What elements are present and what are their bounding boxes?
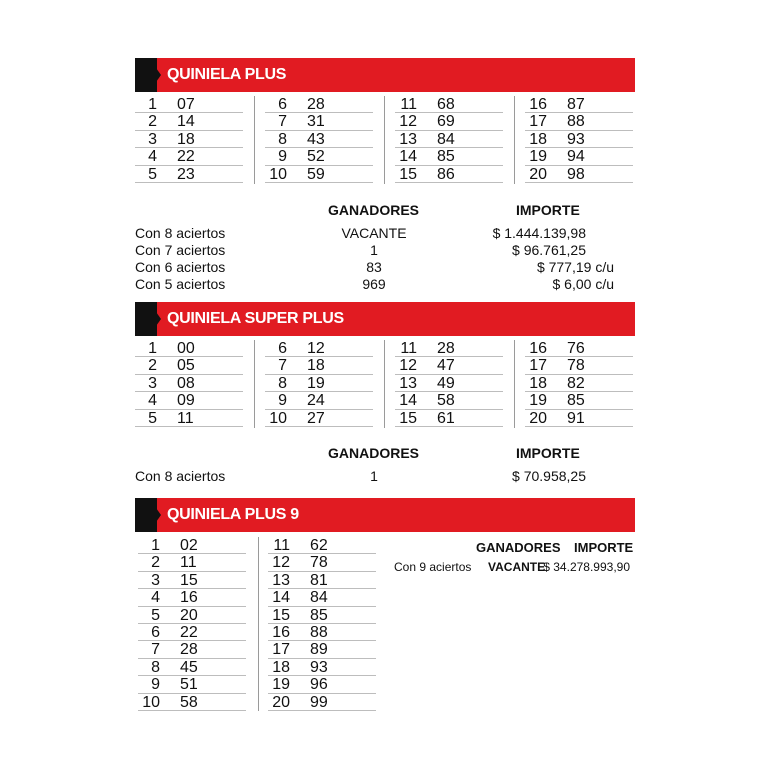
- numbers-column: [268, 537, 376, 711]
- number: 47: [437, 357, 455, 375]
- prize-winners: 83: [366, 259, 382, 275]
- number: 51: [180, 676, 198, 694]
- prize-label: Con 8 aciertos: [135, 468, 226, 484]
- number-row: [525, 375, 633, 392]
- number: 61: [437, 409, 455, 427]
- position: 5: [148, 165, 157, 183]
- number-row: [265, 410, 373, 427]
- position: 11: [400, 340, 417, 357]
- number-row: [138, 694, 246, 711]
- number-row: [395, 375, 503, 392]
- prize-label: Con 8 aciertos: [135, 225, 226, 241]
- number-row: [138, 572, 246, 589]
- number: 98: [567, 165, 585, 183]
- numbers-column: [135, 96, 243, 183]
- number-row: [138, 641, 246, 658]
- numbers-column: [265, 340, 373, 427]
- number-row: [268, 624, 376, 641]
- position: 12: [272, 554, 290, 572]
- numbers-column: [265, 96, 373, 183]
- number: 28: [437, 340, 455, 357]
- number-row: [265, 340, 373, 357]
- position: 20: [529, 409, 547, 427]
- chevron-right-icon: [149, 302, 161, 336]
- numbers-column: [138, 537, 246, 711]
- position: 9: [278, 148, 287, 166]
- position: 17: [272, 641, 290, 659]
- numbers-column: [395, 96, 503, 183]
- number-row: [135, 340, 243, 357]
- prize-winners: 969: [362, 276, 386, 292]
- position: 20: [272, 693, 290, 711]
- number: 87: [567, 96, 585, 113]
- position: 19: [529, 392, 547, 410]
- number-row: [395, 410, 503, 427]
- position: 11: [273, 537, 290, 554]
- amount-header: IMPORTE: [574, 540, 634, 555]
- column-divider: [514, 340, 515, 428]
- position: 17: [529, 113, 547, 131]
- position: 4: [148, 148, 157, 166]
- number: 88: [567, 113, 585, 131]
- number: 93: [567, 130, 585, 148]
- number: 14: [177, 113, 195, 131]
- number: 19: [307, 374, 325, 392]
- number-row: [268, 607, 376, 624]
- number-row: [265, 96, 373, 113]
- number: 85: [567, 392, 585, 410]
- position: 8: [278, 130, 287, 148]
- column-divider: [514, 96, 515, 184]
- prize-winners: 1: [370, 242, 378, 258]
- position: 12: [399, 113, 417, 131]
- number: 59: [307, 165, 325, 183]
- chevron-right-icon: [149, 498, 161, 532]
- number-row: [265, 375, 373, 392]
- number-row: [135, 375, 243, 392]
- number: 24: [307, 392, 325, 410]
- position: 4: [148, 392, 157, 410]
- prize-winners: VACANTE: [488, 560, 546, 574]
- number: 15: [180, 571, 198, 589]
- column-divider: [254, 96, 255, 184]
- position: 3: [148, 374, 157, 392]
- position: 2: [151, 554, 160, 572]
- position: 17: [529, 357, 547, 375]
- number: 49: [437, 374, 455, 392]
- number: 28: [307, 96, 325, 113]
- position: 7: [151, 641, 160, 659]
- number-row: [268, 572, 376, 589]
- number-row: [138, 624, 246, 641]
- number-row: [138, 607, 246, 624]
- number-row: [138, 537, 246, 554]
- position: 5: [151, 606, 160, 624]
- winners-header: GANADORES: [328, 202, 420, 218]
- number-row: [525, 410, 633, 427]
- position: 5: [148, 409, 157, 427]
- number: 07: [177, 96, 195, 113]
- number-row: [135, 113, 243, 130]
- number-row: [135, 392, 243, 409]
- number-row: [268, 694, 376, 711]
- number: 86: [437, 165, 455, 183]
- number: 05: [177, 357, 195, 375]
- number: 28: [180, 641, 198, 659]
- numbers-column: [525, 340, 633, 427]
- number-row: [395, 392, 503, 409]
- position: 10: [142, 693, 160, 711]
- position: 6: [278, 96, 287, 113]
- prize-label: Con 6 aciertos: [135, 259, 226, 275]
- number-row: [268, 676, 376, 693]
- position: 19: [272, 676, 290, 694]
- position: 4: [151, 589, 160, 607]
- position: 18: [529, 130, 547, 148]
- number-row: [268, 554, 376, 571]
- number-row: [138, 659, 246, 676]
- number: 89: [310, 641, 328, 659]
- position: 20: [529, 165, 547, 183]
- chevron-right-icon: [149, 58, 161, 92]
- number: 76: [567, 340, 585, 357]
- position: 10: [269, 165, 287, 183]
- number: 31: [307, 113, 325, 131]
- number-row: [395, 166, 503, 183]
- number-row: [135, 131, 243, 148]
- number-row: [265, 148, 373, 165]
- position: 7: [278, 113, 287, 131]
- number-row: [395, 113, 503, 130]
- number: 85: [437, 148, 455, 166]
- number: 91: [567, 409, 585, 427]
- number: 09: [177, 392, 195, 410]
- number: 27: [307, 409, 325, 427]
- number-row: [265, 131, 373, 148]
- number: 12: [307, 340, 325, 357]
- number-row: [525, 96, 633, 113]
- quiniela-plus-banner: [135, 58, 635, 92]
- number: 58: [437, 392, 455, 410]
- number: 11: [180, 554, 197, 572]
- number: 82: [567, 374, 585, 392]
- prize-label: Con 9 aciertos: [394, 560, 472, 574]
- position: 9: [151, 676, 160, 694]
- section-title: QUINIELA PLUS: [167, 66, 287, 83]
- position: 13: [399, 374, 417, 392]
- number-row: [525, 113, 633, 130]
- position: 18: [272, 658, 290, 676]
- number: 20: [180, 606, 198, 624]
- winners-header: GANADORES: [328, 445, 420, 461]
- number-row: [525, 357, 633, 374]
- number: 88: [310, 623, 328, 641]
- number-row: [265, 392, 373, 409]
- number-row: [268, 641, 376, 658]
- number-row: [135, 96, 243, 113]
- number: 08: [177, 374, 195, 392]
- number: 52: [307, 148, 325, 166]
- number-row: [525, 166, 633, 183]
- number: 16: [180, 589, 198, 607]
- number-row: [395, 131, 503, 148]
- position: 10: [269, 409, 287, 427]
- position: 2: [148, 113, 157, 131]
- position: 8: [278, 374, 287, 392]
- position: 3: [148, 130, 157, 148]
- position: 16: [272, 623, 290, 641]
- number-row: [525, 340, 633, 357]
- quiniela-super-plus-banner: [135, 302, 635, 336]
- number: 99: [310, 693, 328, 711]
- number: 93: [310, 658, 328, 676]
- number: 18: [307, 357, 325, 375]
- winners-header: GANADORES: [476, 540, 561, 555]
- number: 18: [177, 130, 195, 148]
- number: 78: [567, 357, 585, 375]
- number-row: [268, 537, 376, 554]
- prize-winners: VACANTE: [341, 225, 407, 241]
- number: 11: [177, 409, 194, 427]
- number-row: [268, 659, 376, 676]
- position: 12: [399, 357, 417, 375]
- column-divider: [254, 340, 255, 428]
- number-row: [135, 357, 243, 374]
- number-row: [135, 410, 243, 427]
- section-title: QUINIELA PLUS 9: [167, 506, 299, 523]
- number-row: [265, 357, 373, 374]
- number-row: [525, 131, 633, 148]
- prize-amount: $ 1.444.139,98: [492, 225, 586, 241]
- position: 14: [399, 148, 417, 166]
- column-divider: [258, 537, 259, 711]
- number: 94: [567, 148, 585, 166]
- prize-amount: $ 777,19 c/u: [536, 259, 614, 275]
- number: 68: [437, 96, 455, 113]
- number-row: [138, 554, 246, 571]
- number-row: [395, 96, 503, 113]
- number: 22: [180, 623, 198, 641]
- number-row: [395, 357, 503, 374]
- prize-winners: 1: [370, 468, 378, 484]
- number-row: [135, 148, 243, 165]
- prize-amount: $ 34.278.993,90: [543, 560, 630, 574]
- position: 14: [272, 589, 290, 607]
- number-row: [138, 676, 246, 693]
- position: 16: [529, 340, 547, 357]
- number-row: [135, 166, 243, 183]
- position: 13: [272, 571, 290, 589]
- number: 81: [310, 571, 328, 589]
- position: 19: [529, 148, 547, 166]
- position: 6: [151, 623, 160, 641]
- numbers-column: [135, 340, 243, 427]
- number: 58: [180, 693, 198, 711]
- quiniela-plus-9-banner: [135, 498, 635, 532]
- number: 22: [177, 148, 195, 166]
- prize-amount: $ 6,00 c/u: [552, 276, 614, 292]
- amount-header: IMPORTE: [516, 202, 580, 218]
- position: 1: [148, 340, 157, 357]
- number: 43: [307, 130, 325, 148]
- position: 3: [151, 571, 160, 589]
- position: 1: [151, 537, 160, 554]
- number: 02: [180, 537, 198, 554]
- number-row: [138, 589, 246, 606]
- number: 96: [310, 676, 328, 694]
- numbers-column: [395, 340, 503, 427]
- number-row: [525, 148, 633, 165]
- position: 16: [529, 96, 547, 113]
- prize-label: Con 5 aciertos: [135, 276, 226, 292]
- position: 2: [148, 357, 157, 375]
- prize-amount: $ 96.761,25: [512, 242, 586, 258]
- position: 15: [272, 606, 290, 624]
- prize-amount: $ 70.958,25: [512, 468, 586, 484]
- amount-header: IMPORTE: [516, 445, 580, 461]
- number-row: [268, 589, 376, 606]
- number: 00: [177, 340, 195, 357]
- position: 1: [148, 96, 157, 113]
- number: 84: [437, 130, 455, 148]
- column-divider: [384, 96, 385, 184]
- number: 62: [310, 537, 328, 554]
- prize-label: Con 7 aciertos: [135, 242, 226, 258]
- number-row: [525, 392, 633, 409]
- position: 11: [400, 96, 417, 113]
- position: 15: [399, 165, 417, 183]
- position: 18: [529, 374, 547, 392]
- number: 85: [310, 606, 328, 624]
- position: 8: [151, 658, 160, 676]
- section-title: QUINIELA SUPER PLUS: [167, 310, 344, 327]
- number-row: [395, 148, 503, 165]
- number-row: [265, 113, 373, 130]
- number: 69: [437, 113, 455, 131]
- number: 78: [310, 554, 328, 572]
- numbers-column: [525, 96, 633, 183]
- position: 14: [399, 392, 417, 410]
- number-row: [395, 340, 503, 357]
- position: 13: [399, 130, 417, 148]
- position: 15: [399, 409, 417, 427]
- number: 84: [310, 589, 328, 607]
- number: 45: [180, 658, 198, 676]
- position: 7: [278, 357, 287, 375]
- number: 23: [177, 165, 195, 183]
- position: 9: [278, 392, 287, 410]
- position: 6: [278, 340, 287, 357]
- number-row: [265, 166, 373, 183]
- column-divider: [384, 340, 385, 428]
